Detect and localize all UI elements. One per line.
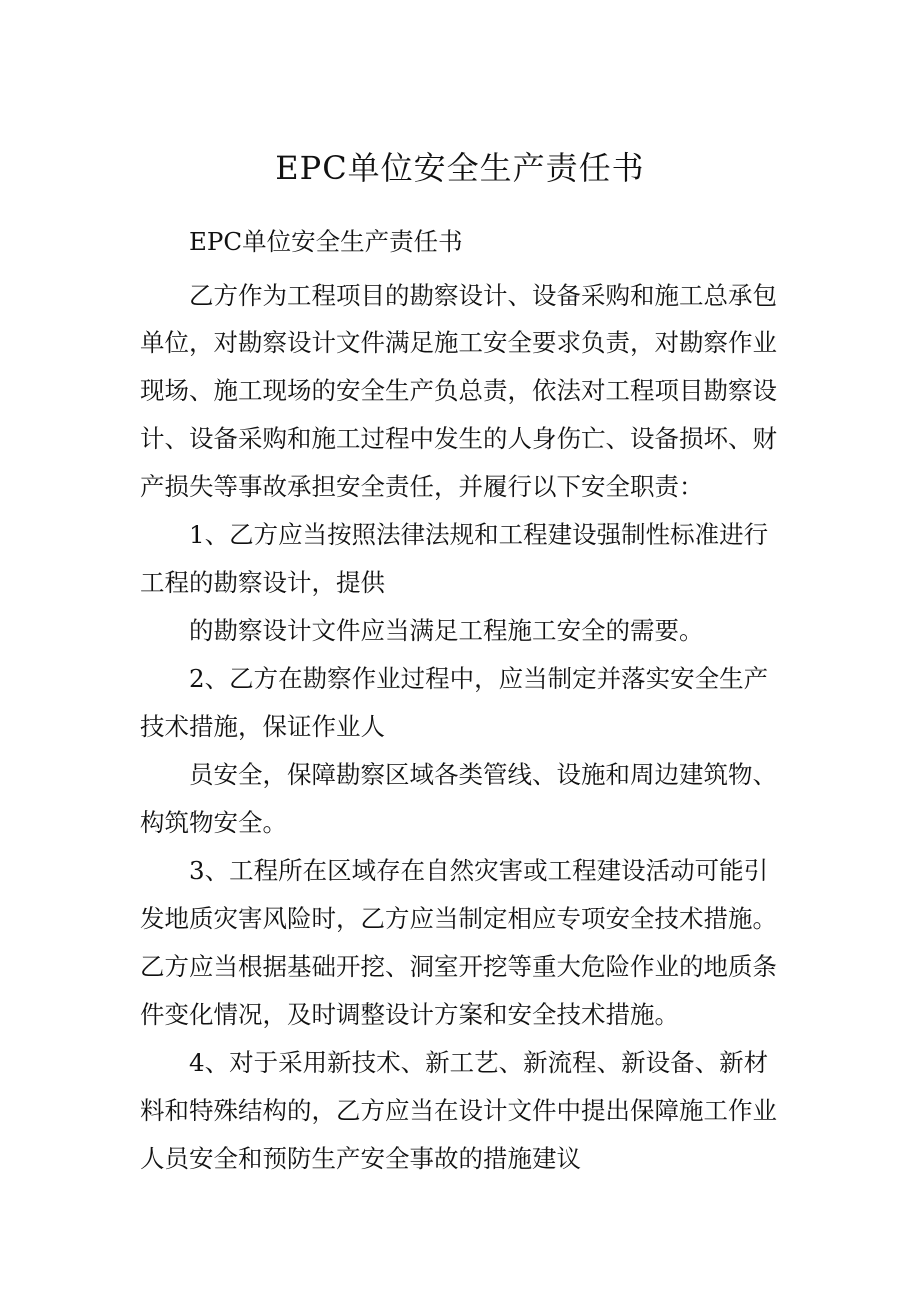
text-line: 人员安全和预防生产安全事故的措施建议 [140,1144,581,1173]
text-line: 件变化情况，及时调整设计方案和安全技术措施。 [140,1000,679,1029]
text-line: 3、工程所在区域存在自然灾害或工程建设活动可能引 [189,856,769,885]
text-line: 技术措施，保证作业人 [140,712,385,741]
text-line: 发地质灾害风险时，乙方应当制定相应专项安全技术措施。 [140,904,777,933]
text-line: 员安全，保障勘察区域各类管线、设施和周边建筑物、 [189,760,777,789]
text-line: 工程的勘察设计，提供 [140,568,385,597]
text-line: 计、设备采购和施工过程中发生的人身伤亡、设备损坏、财 [140,424,777,453]
text-line: 料和特殊结构的，乙方应当在设计文件中提出保障施工作业 [140,1096,777,1125]
text-line: 单位，对勘察设计文件满足施工安全要求负责，对勘察作业 [140,328,777,357]
text-line: 乙方作为工程项目的勘察设计、设备采购和施工总承包 [189,281,777,310]
text-line: 2、乙方在勘察作业过程中，应当制定并落实安全生产 [189,664,769,693]
text-line: 产损失等事故承担安全责任，并履行以下安全职责： [140,472,704,501]
text-line: EPC单位安全生产责任书 [189,227,463,256]
text-line: 乙方应当根据基础开挖、洞室开挖等重大危险作业的地质条 [140,952,777,981]
text-line: 1、乙方应当按照法律法规和工程建设强制性标准进行 [189,520,769,549]
document-title: EPC单位安全生产责任书 [275,149,645,187]
text-line: 的勘察设计文件应当满足工程施工安全的需要。 [189,616,704,645]
text-line: 构筑物安全。 [140,808,287,837]
text-line: 4、对于采用新技术、新工艺、新流程、新设备、新材 [189,1048,769,1077]
text-line: 现场、施工现场的安全生产负总责，依法对工程项目勘察设 [140,376,777,405]
